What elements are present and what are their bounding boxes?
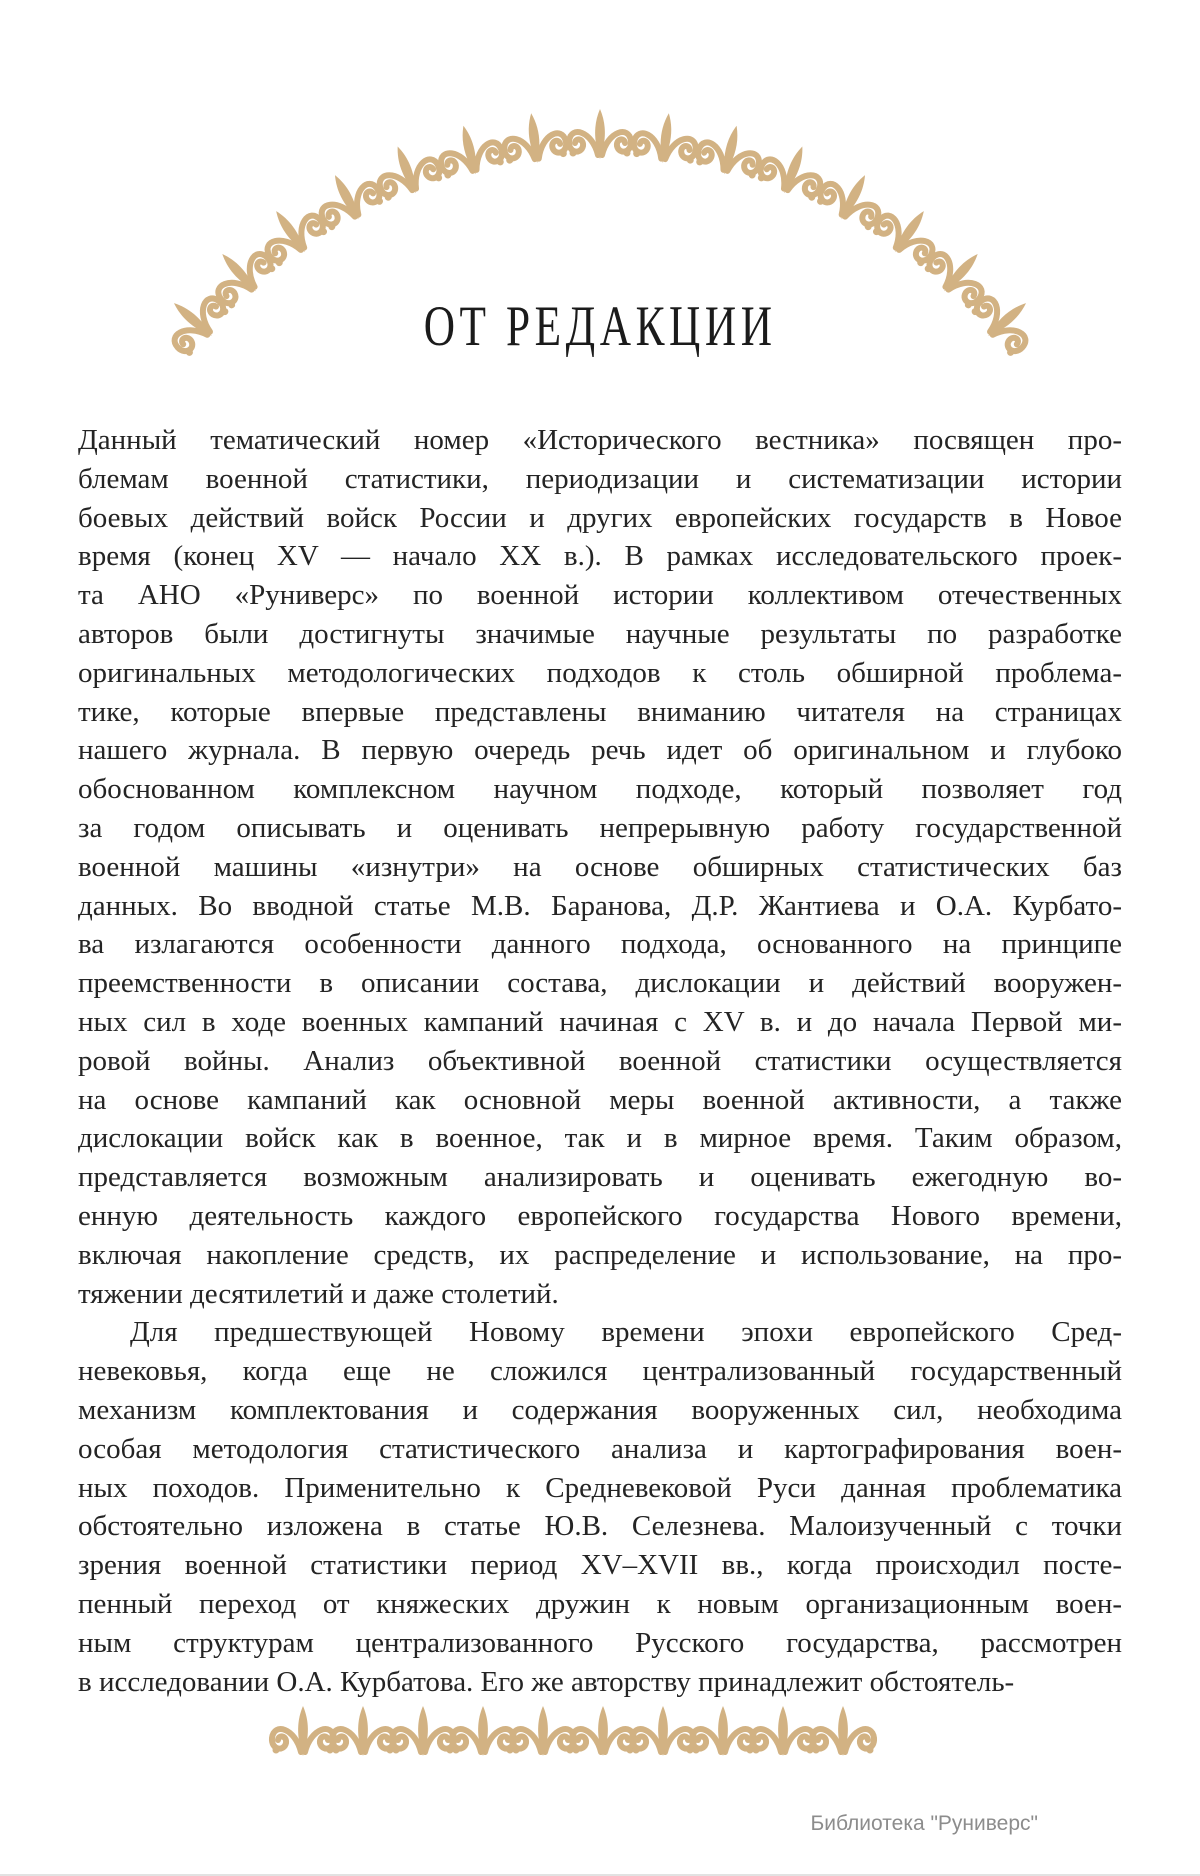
page-title-text: ОТ РЕДАКЦИИ bbox=[423, 295, 777, 358]
text-line: данных. Во вводной статье М.В. Баранова, Д.Р. Жантиева и О.А. Курбато- bbox=[78, 889, 1122, 922]
text-line: преемственности в описании состава, дислокации и действий вооружен- bbox=[78, 967, 1122, 1000]
text-line: включая накопление средств, их распределение и использование, на про- bbox=[78, 1238, 1122, 1271]
text-line: ным структурам централизованного Русского государства, рассмотрен bbox=[78, 1626, 1122, 1659]
text-line: боевых действий войск России и других европейских государств в Новое bbox=[78, 501, 1122, 534]
text-line: оригинальных методологических подходов к столь обширной проблема- bbox=[78, 656, 1122, 689]
text-line: Данный тематический номер «Исторического вестника» посвящен про- bbox=[78, 424, 1122, 456]
text-line: зрения военной статистики период XV–XVII вв., когда происходил посте- bbox=[78, 1549, 1122, 1582]
paragraph-1 bbox=[78, 421, 1122, 1313]
text-line: пенный переход от княжеских дружин к новым организационным воен- bbox=[78, 1587, 1122, 1620]
text-line: время (конец XV — начало XX в.). В рамках исследовательского проек- bbox=[78, 540, 1122, 573]
text-line: ных сил в ходе военных кампаний начиная с XV в. и до начала Первой ми- bbox=[78, 1005, 1122, 1038]
text-line: военной машины «изнутри» на основе обширных статистических баз bbox=[78, 850, 1122, 883]
text-line: невековья, когда еще не сложился централизованный государственный bbox=[78, 1355, 1122, 1388]
text-line: представляется возможным анализировать и оценивать ежегодную во- bbox=[78, 1161, 1122, 1194]
page-title bbox=[0, 294, 1200, 359]
body-text bbox=[78, 421, 1122, 1701]
text-line: тике, которые впервые представлены вниманию читателя на страницах bbox=[78, 695, 1122, 728]
library-watermark: Библиотека "Руниверс" bbox=[810, 1812, 1038, 1835]
text-line: обстоятельно изложена в статье Ю.В. Селезнева. Малоизученный с точки bbox=[78, 1510, 1122, 1543]
text-line: ва излагаются особенности данного подхода, основанного на принципе bbox=[78, 928, 1122, 961]
text-line: в исследовании О.А. Курбатова. Его же авторству принадлежит обстоятель- bbox=[78, 1665, 1015, 1698]
text-line: ровой войны. Анализ объективной военной статистики осуществляется bbox=[78, 1044, 1122, 1077]
bottom-band-ornament-icon bbox=[272, 1708, 872, 1762]
text-line: енную деятельность каждого европейского государства Нового времени, bbox=[78, 1199, 1122, 1232]
text-line: ных походов. Применительно к Средневековой Руси данная проблематика bbox=[78, 1471, 1122, 1504]
text-line: за годом описывать и оценивать непрерывную работу государственной bbox=[78, 811, 1122, 844]
text-line: та АНО «Руниверс» по военной истории коллективом отечественных bbox=[78, 579, 1122, 612]
text-line: обоснованном комплексном научном подходе, который позволяет год bbox=[78, 773, 1122, 806]
paragraph-2 bbox=[78, 1313, 1122, 1701]
text-line: механизм комплектования и содержания вооруженных сил, необходима bbox=[78, 1393, 1122, 1426]
text-line: нашего журнала. В первую очередь речь идет об оригинальном и глубоко bbox=[78, 734, 1122, 767]
text-line: Для предшествующей Новому времени эпохи европейского Сред- bbox=[130, 1316, 1122, 1349]
text-line: на основе кампаний как основной меры военной активности, а также bbox=[78, 1083, 1122, 1116]
text-line: дислокации войск как в военное, так и в мирное время. Таким образом, bbox=[78, 1122, 1122, 1155]
text-line: блемам военной статистики, периодизации и систематизации истории bbox=[78, 462, 1122, 495]
text-line: особая методология статистического анализа и картографирования воен- bbox=[78, 1432, 1122, 1465]
text-line: тяжении десятилетий и даже столетий. bbox=[78, 1277, 559, 1310]
text-line: авторов были достигнуты значимые научные результаты по разработке bbox=[78, 617, 1122, 650]
